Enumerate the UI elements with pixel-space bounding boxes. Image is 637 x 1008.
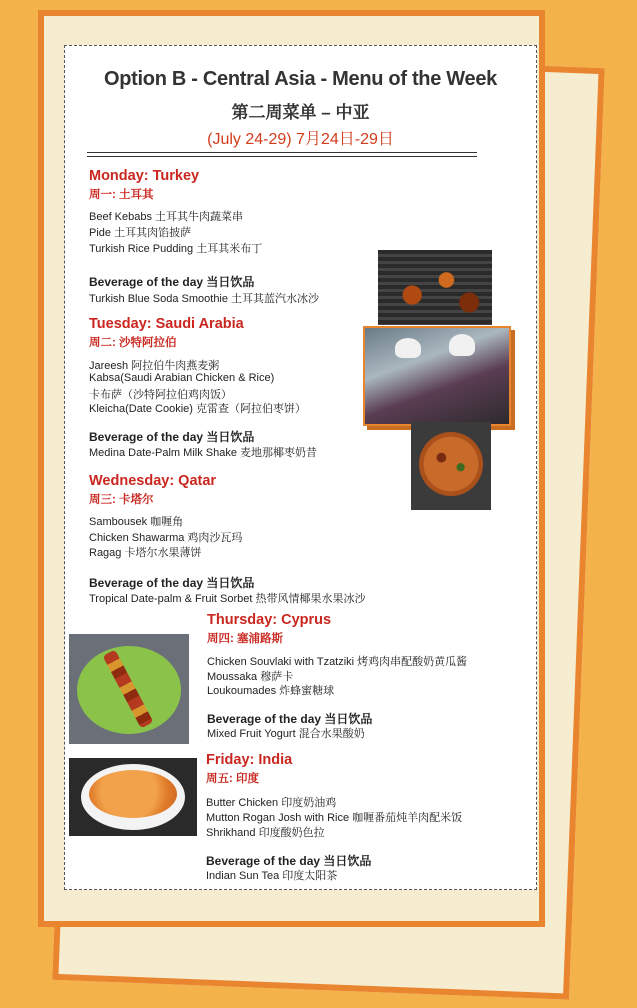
friday-bev: Indian Sun Tea 印度太阳茶 <box>206 870 338 882</box>
friday-heading: Friday: India <box>206 752 293 768</box>
wednesday-item-2: Chicken Shawarma 鸡肉沙瓦玛 <box>89 532 243 544</box>
menu-subtitle-cn: 第二周菜单 – 中亚 <box>231 103 370 122</box>
tuesday-bev: Medina Date-Palm Milk Shake 麦地那椰枣奶昔 <box>89 447 318 459</box>
title-divider-2 <box>87 156 477 157</box>
tuesday-item-3: 卡布萨（沙特阿拉伯鸡肉饭） <box>89 389 232 401</box>
menu-dates: (July 24-29) 7月24日-29日 <box>207 131 394 148</box>
monday-item-2: Pide 土耳其肉馅披萨 <box>89 227 192 239</box>
friday-bev-label: Beverage of the day 当日饮品 <box>206 854 372 868</box>
monday-item-3: Turkish Rice Pudding 土耳其米布丁 <box>89 243 263 255</box>
monday-item-1: Beef Kebabs 土耳其牛肉蔬菜串 <box>89 211 244 223</box>
thursday-heading-cn: 周四: 塞浦路斯 <box>207 633 284 645</box>
monday-heading-cn: 周一: 土耳其 <box>89 189 154 201</box>
thursday-bev: Mixed Fruit Yogurt 混合水果酸奶 <box>207 728 365 740</box>
monday-bev-label: Beverage of the day 当日饮品 <box>89 275 255 289</box>
tuesday-heading-cn: 周二: 沙特阿拉伯 <box>89 337 177 349</box>
tuesday-item-1: Jareesh 阿拉伯牛肉燕麦粥 <box>89 360 220 372</box>
menu-title: Option B - Central Asia - Menu of the Week <box>104 68 497 90</box>
friday-item-3: Shrikhand 印度酸奶色拉 <box>206 827 325 839</box>
wednesday-item-1: Sambousek 咖喱角 <box>89 516 184 528</box>
wednesday-heading: Wednesday: Qatar <box>89 473 217 489</box>
wednesday-bev: Tropical Date-palm & Fruit Sorbet 热带风情椰果水果冰沙 <box>89 593 366 605</box>
pide-pizza-photo <box>411 422 491 510</box>
title-divider <box>87 152 477 153</box>
curry-bowl-photo <box>69 758 197 836</box>
kebab-grill-photo <box>378 250 492 325</box>
thursday-item-2: Moussaka 穆萨卡 <box>207 671 294 683</box>
thursday-bev-label: Beverage of the day 当日饮品 <box>207 712 373 726</box>
friday-item-1: Butter Chicken 印度奶油鸡 <box>206 797 337 809</box>
wednesday-item-3: Ragag 卡塔尔水果薄饼 <box>89 547 202 559</box>
tuesday-item-4: Kleicha(Date Cookie) 克雷查（阿拉伯枣饼） <box>89 403 306 415</box>
monday-heading: Monday: Turkey <box>89 168 200 184</box>
friday-heading-cn: 周五: 印度 <box>206 773 260 785</box>
wednesday-bev-label: Beverage of the day 当日饮品 <box>89 576 255 590</box>
tuesday-heading: Tuesday: Saudi Arabia <box>89 316 244 332</box>
cooking-class-photo <box>363 326 511 426</box>
thursday-heading: Thursday: Cyprus <box>207 612 332 628</box>
monday-bev: Turkish Blue Soda Smoothie 土耳其蓝汽水冰沙 <box>89 293 320 305</box>
souvlaki-photo <box>69 634 189 744</box>
thursday-item-1: Chicken Souvlaki with Tzatziki 烤鸡肉串配酸奶黄瓜酱 <box>207 656 468 668</box>
wednesday-heading-cn: 周三: 卡塔尔 <box>89 494 154 506</box>
tuesday-bev-label: Beverage of the day 当日饮品 <box>89 430 255 444</box>
thursday-item-3: Loukoumades 炸蜂蜜糖球 <box>207 685 335 697</box>
friday-item-2: Mutton Rogan Josh with Rice 咖喱番茄炖羊肉配米饭 <box>206 812 463 824</box>
tuesday-item-2: Kabsa(Saudi Arabian Chicken & Rice) <box>89 372 275 384</box>
